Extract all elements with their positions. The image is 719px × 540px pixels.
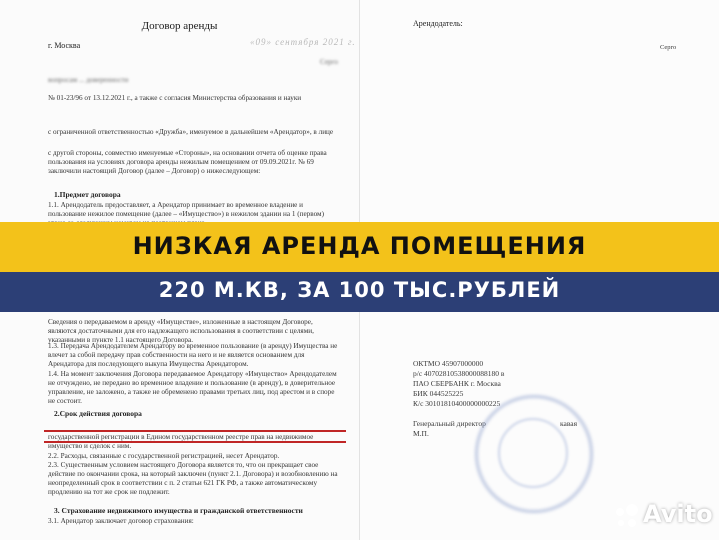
- corr-account-line: К/с 30101810400000000225: [413, 399, 501, 408]
- intro-line: с другой стороны, совместно именуемые «Стороны», на основании отчета об оценке права: [48, 149, 327, 157]
- avito-watermark: Avito: [643, 500, 713, 528]
- banner-subheadline: 220 М.КВ, ЗА 100 ТЫС.РУБЛЕЙ: [158, 278, 561, 302]
- director-name-fragment: кавая: [560, 419, 578, 428]
- section-2-paragraph: 2.3. Существенным условием настоящего Договора является то, что он прекращает свое действие по окончании срока, на который заключен (пункт 2.1. Договора) и возобновлению на неопределенный срок в соответствии с п. 2 статьи 621 ГК РФ, а также автоматическому продлению на тот же срок не подлежит.: [48, 461, 338, 496]
- director-label: Генеральный директор: [413, 419, 486, 428]
- account-line: р/с 40702810538000088180 в: [413, 369, 505, 378]
- section-2-heading: 2.Срок действия договора: [54, 409, 142, 418]
- section-3-paragraph: 3.1. Арендатор заключает договор страхования:: [48, 517, 194, 525]
- seal-stamp-inner: [498, 418, 568, 488]
- seal-place-label: М.П.: [413, 429, 429, 438]
- landlord-name-fragment: Серго: [660, 44, 677, 51]
- intro-line: вопросам ... доверенности: [48, 76, 129, 84]
- okmo-line: ОКТМО 45907000000: [413, 359, 484, 368]
- intro-line: № 01-23/96 от 13.12.2021 г., а также с согласия Министерства образования и науки: [48, 94, 302, 102]
- bik-line: БИК 044525225: [413, 389, 464, 398]
- section-2-paragraph: 2.2. Расходы, связанные с государственной регистрацией, несет Арендатор.: [48, 452, 280, 460]
- section-1-paragraph: Сведения о передаваемом в аренду «Имуществе», изложенные в настоящем Договоре, являются достаточными для его надлежащего использования в соответствии с целями, указанными в пункте 1.1 настоящего Договора.: [48, 318, 314, 344]
- intro-line: заключили настоящий Договор (далее – Договор) о нижеследующем:: [48, 167, 261, 175]
- intro-line: Серго: [319, 58, 338, 66]
- intro-line: пользования на условиях договора аренды нежилым помещением от 09.09.2021г. № 69: [48, 158, 314, 166]
- landlord-label: Арендодатель:: [413, 19, 463, 28]
- document-title: Договор аренды: [141, 20, 218, 32]
- city-label: г. Москва: [48, 41, 81, 50]
- intro-line: с ограниченной ответственностью «Дружба», именуемое в дальнейшем «Арендатор», в лице: [48, 128, 334, 136]
- red-underline: [44, 441, 346, 443]
- section-1-heading: 1.Предмет договора: [54, 190, 121, 199]
- red-underline: [44, 430, 346, 432]
- section-1-paragraph: 1.4. На момент заключения Договора передаваемое Арендатору «Имущество» Арендодателем не отчуждено, не передано во временное владение и пользование (в аренду), в доверительное управление, не заложено, а также не обременено правами третьих лиц, под арестом и в споре не состоит.: [48, 370, 337, 405]
- avito-logo-icon: [612, 503, 642, 529]
- section-1-paragraph: 1.1. Арендодатель предоставляет, а Арендатор принимает во временное владение и пользование нежилое помещение (далее – «Имущество») в нежилом здании на 1 (первом): [48, 201, 324, 218]
- section-3-heading: 3. Страхование недвижимого имущества и гражданской ответственности: [54, 506, 303, 515]
- banner-headline: НИЗКАЯ АРЕНДА ПОМЕЩЕНИЯ: [132, 232, 587, 260]
- section-2-paragraph: государственной регистрации в Едином государственном реестре прав на недвижимое имущество и сделок с ним.: [48, 433, 314, 450]
- handwritten-date: «09» сентября 2021 г.: [250, 37, 356, 47]
- bank-line: ПАО СБЕРБАНК г. Москва: [413, 379, 501, 388]
- section-1-paragraph: 1.3. Передача Арендодателем Арендатору во временное пользование (в аренду) Имущества не влечет за собой передачу прав собственности на него и не является основанием для Арендатора для последующего выкупа Имущества Арендатором.: [48, 342, 338, 368]
